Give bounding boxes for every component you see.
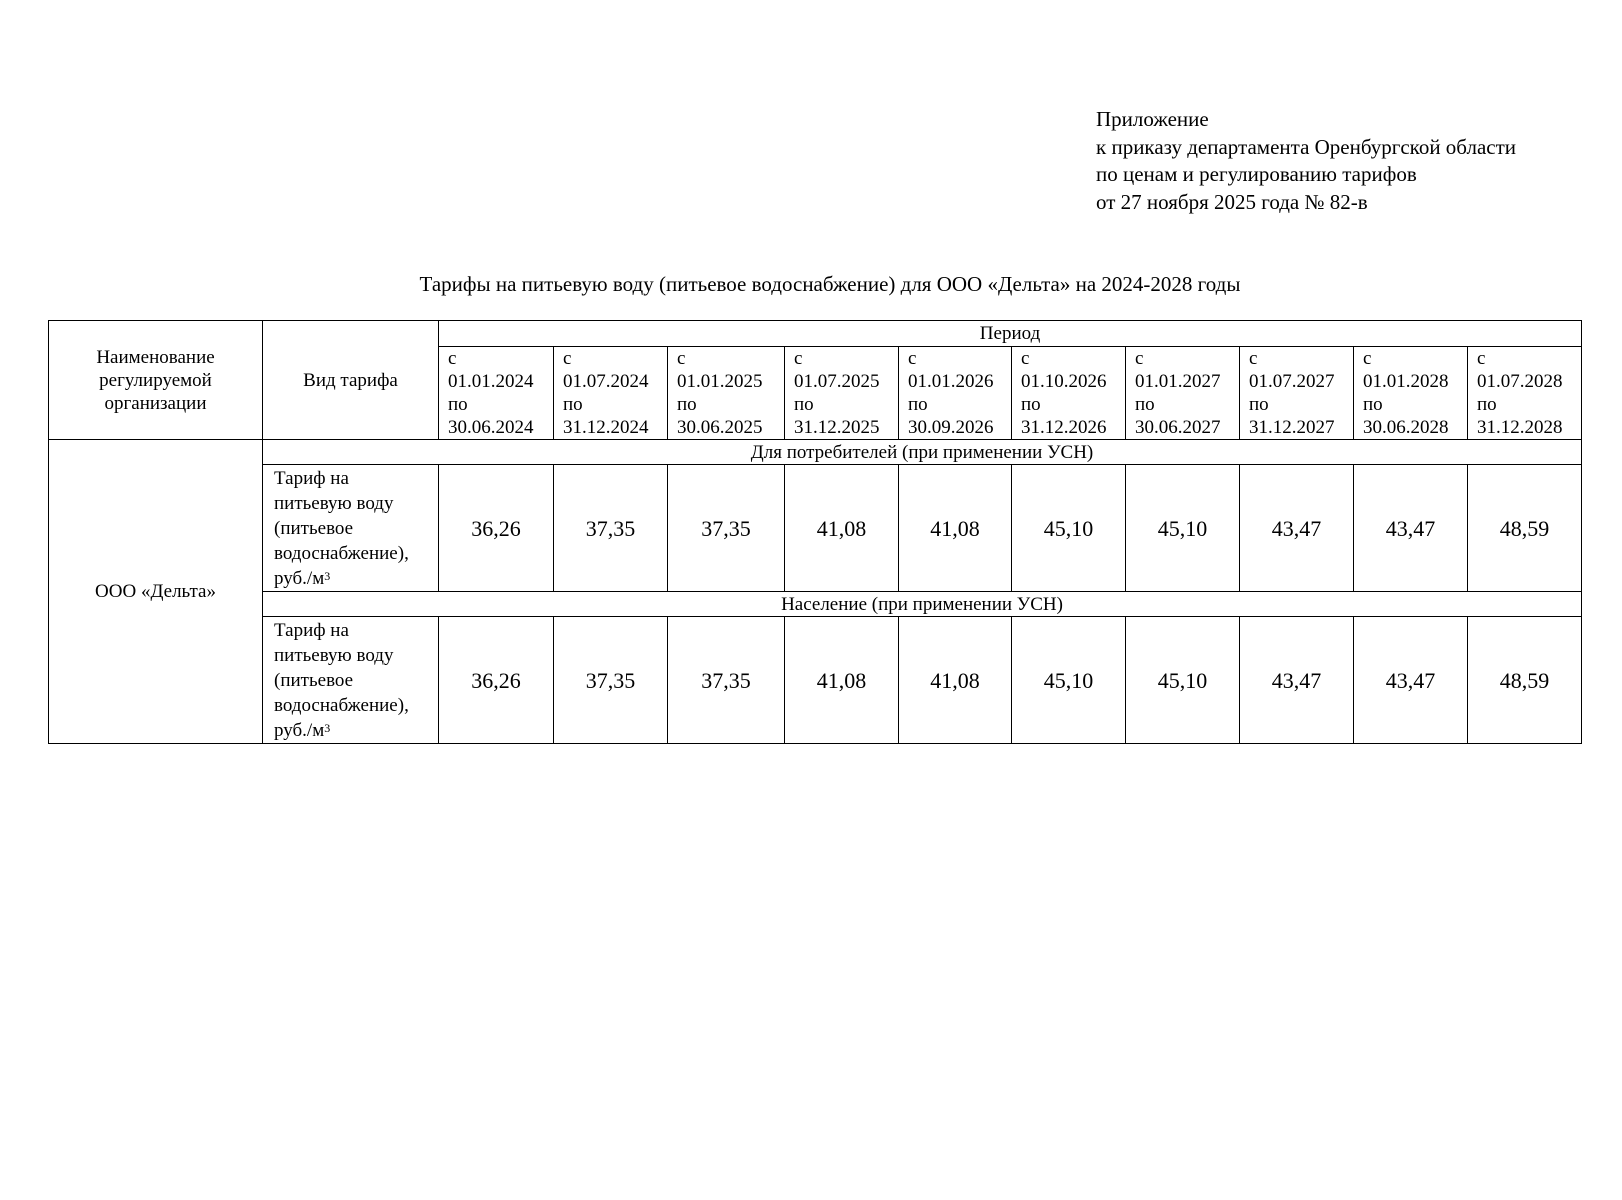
tariff-type-text: водоснабжение), bbox=[274, 694, 409, 716]
period-from-date: 01.01.2025 bbox=[677, 371, 763, 392]
tariff-type-text: питьевую воду bbox=[274, 644, 394, 666]
period-to-date: 30.06.2025 bbox=[677, 417, 763, 438]
tariff-value-cell: 45,10 bbox=[1012, 617, 1126, 744]
section-title: Для потребителей (при применении УСН) bbox=[263, 440, 1582, 465]
header-org-cell bbox=[49, 321, 263, 440]
tariff-type-text: (питьевое bbox=[274, 517, 354, 539]
period-header-cell bbox=[1126, 347, 1240, 440]
tariff-value-cell: 43,47 bbox=[1240, 617, 1354, 744]
period-from-word: с bbox=[794, 348, 803, 369]
period-to-word: по bbox=[908, 394, 928, 415]
period-to-word: по bbox=[563, 394, 583, 415]
tariff-type-line bbox=[274, 541, 438, 566]
period-from-word: с bbox=[1135, 348, 1144, 369]
tariff-value-cell: 45,10 bbox=[1126, 465, 1240, 592]
tariff-type-line bbox=[274, 466, 438, 491]
tariff-value-cell: 37,35 bbox=[554, 465, 668, 592]
period-to-word: по bbox=[1135, 394, 1155, 415]
tariff-value-cell: 37,35 bbox=[668, 617, 785, 744]
tariff-value-cell: 36,26 bbox=[439, 617, 554, 744]
tariff-type-text: руб./м bbox=[274, 719, 325, 741]
section-row bbox=[49, 592, 1582, 617]
period-header-cell bbox=[1468, 347, 1582, 440]
period-to-word: по bbox=[1249, 394, 1269, 415]
tariff-type-cell bbox=[263, 617, 439, 744]
period-to-date: 31.12.2028 bbox=[1477, 417, 1563, 438]
tariff-value-cell: 43,47 bbox=[1354, 465, 1468, 592]
period-to-date: 31.12.2026 bbox=[1021, 417, 1107, 438]
period-header-cell bbox=[1240, 347, 1354, 440]
period-to-word: по bbox=[1363, 394, 1383, 415]
period-from-word: с bbox=[448, 348, 457, 369]
tariff-type-line bbox=[274, 693, 438, 718]
tariff-type-line bbox=[274, 516, 438, 541]
tariff-type-text: Тариф на bbox=[274, 467, 349, 489]
appendix-line: от 27 ноября 2025 года № 82-в bbox=[1096, 189, 1368, 214]
unit-superscript: 3 bbox=[324, 568, 331, 583]
tariff-row bbox=[49, 465, 1582, 592]
tariff-type-line bbox=[274, 668, 438, 693]
header-org-line: организации bbox=[104, 392, 207, 414]
tariff-value-cell: 41,08 bbox=[785, 465, 899, 592]
tariff-value-cell: 41,08 bbox=[899, 617, 1012, 744]
tariff-value-cell: 45,10 bbox=[1126, 617, 1240, 744]
header-tariff-type-cell: Вид тарифа bbox=[263, 321, 439, 440]
period-from-word: с bbox=[1021, 348, 1030, 369]
document-title: Тарифы на питьевую воду (питьевое водоснабжение) для ООО «Дельта» на 2024-2028 годы bbox=[419, 272, 1241, 296]
tariff-value-cell: 48,59 bbox=[1468, 465, 1582, 592]
header-org-line: Наименование bbox=[96, 346, 215, 368]
period-to-word: по bbox=[677, 394, 697, 415]
period-header-cell bbox=[785, 347, 899, 440]
period-header-cell bbox=[554, 347, 668, 440]
tariff-value-cell: 36,26 bbox=[439, 465, 554, 592]
period-from-word: с bbox=[908, 348, 917, 369]
tariff-type-line bbox=[274, 566, 438, 591]
period-from-date: 01.01.2024 bbox=[448, 371, 534, 392]
period-from-date: 01.07.2024 bbox=[563, 371, 649, 392]
tariff-type-text: питьевую воду bbox=[274, 492, 394, 514]
header-org-line: регулируемой bbox=[99, 369, 212, 391]
period-from-word: с bbox=[563, 348, 572, 369]
tariff-value-cell: 41,08 bbox=[899, 465, 1012, 592]
section-row bbox=[49, 440, 1582, 465]
tariff-type-line bbox=[274, 491, 438, 516]
period-from-word: с bbox=[1477, 348, 1486, 369]
tariff-type-text: Тариф на bbox=[274, 619, 349, 641]
period-from-word: с bbox=[1363, 348, 1372, 369]
period-to-date: 30.09.2026 bbox=[908, 417, 994, 438]
tariff-type-line bbox=[274, 718, 438, 743]
period-to-date: 31.12.2024 bbox=[563, 417, 649, 438]
period-to-word: по bbox=[794, 394, 814, 415]
period-from-date: 01.01.2028 bbox=[1363, 371, 1449, 392]
period-header-cell bbox=[1012, 347, 1126, 440]
tariff-type-text: руб./м bbox=[274, 567, 325, 589]
period-to-date: 31.12.2025 bbox=[794, 417, 880, 438]
tariff-type-cell bbox=[263, 465, 439, 592]
tariff-table bbox=[48, 320, 1582, 744]
tariff-type-line bbox=[274, 618, 438, 643]
tariff-value-cell: 48,59 bbox=[1468, 617, 1582, 744]
unit-superscript: 3 bbox=[324, 720, 331, 735]
appendix-line: по ценам и регулированию тарифов bbox=[1096, 162, 1417, 186]
period-header-cell bbox=[899, 347, 1012, 440]
period-to-date: 31.12.2027 bbox=[1249, 417, 1335, 438]
tariff-type-text: водоснабжение), bbox=[274, 542, 409, 564]
period-header-cell bbox=[1354, 347, 1468, 440]
tariff-value-cell: 37,35 bbox=[554, 617, 668, 744]
period-from-date: 01.01.2027 bbox=[1135, 371, 1221, 392]
tariff-value-cell: 37,35 bbox=[668, 465, 785, 592]
period-to-date: 30.06.2024 bbox=[448, 417, 534, 438]
period-to-word: по bbox=[448, 394, 468, 415]
tariff-value-cell: 41,08 bbox=[785, 617, 899, 744]
header-period-cell: Период bbox=[439, 321, 1582, 347]
appendix-block bbox=[1096, 106, 1516, 216]
period-to-date: 30.06.2027 bbox=[1135, 417, 1221, 438]
period-to-word: по bbox=[1021, 394, 1041, 415]
period-from-word: с bbox=[677, 348, 686, 369]
tariff-value-cell: 43,47 bbox=[1354, 617, 1468, 744]
period-to-date: 30.06.2028 bbox=[1363, 417, 1449, 438]
period-from-date: 01.07.2027 bbox=[1249, 371, 1335, 392]
tariff-type-text: (питьевое bbox=[274, 669, 354, 691]
period-from-word: с bbox=[1249, 348, 1258, 369]
tariff-value-cell: 45,10 bbox=[1012, 465, 1126, 592]
period-from-date: 01.07.2028 bbox=[1477, 371, 1563, 392]
period-from-date: 01.10.2026 bbox=[1021, 371, 1107, 392]
period-header-cell bbox=[439, 347, 554, 440]
header-row bbox=[49, 321, 1582, 347]
period-to-word: по bbox=[1477, 394, 1497, 415]
tariff-type-line bbox=[274, 643, 438, 668]
period-from-date: 01.01.2026 bbox=[908, 371, 994, 392]
appendix-line: к приказу департамента Оренбургской области bbox=[1096, 134, 1516, 159]
tariff-row bbox=[49, 617, 1582, 744]
period-from-date: 01.07.2025 bbox=[794, 371, 880, 392]
organization-cell: ООО «Дельта» bbox=[49, 440, 263, 744]
tariff-value-cell: 43,47 bbox=[1240, 465, 1354, 592]
appendix-line: Приложение bbox=[1096, 107, 1209, 131]
section-title: Население (при применении УСН) bbox=[263, 592, 1582, 617]
period-header-cell bbox=[668, 347, 785, 440]
